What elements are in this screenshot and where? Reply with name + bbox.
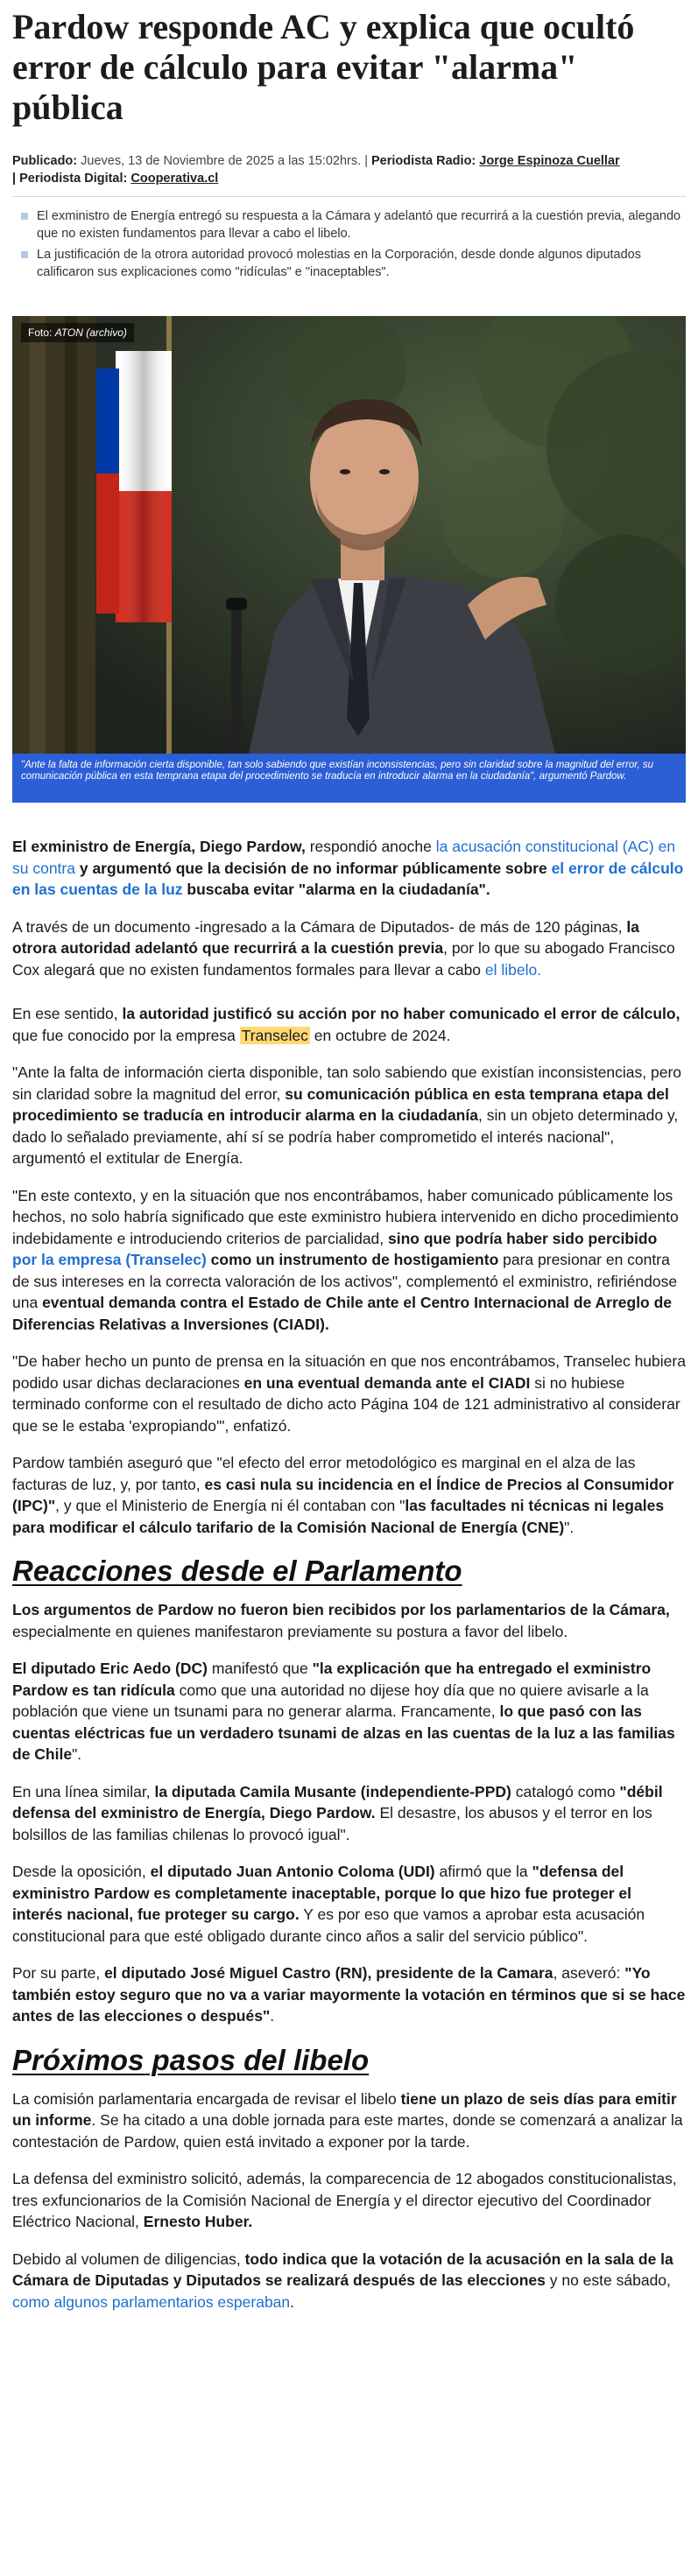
byline	[12, 152, 686, 187]
paragraph	[12, 1003, 686, 1046]
text: , sin un objeto determinado y, dado lo señalado previamente, ahí sí se podría haber comprometido el interés nacional", argumentó el extitular de Energía.	[12, 1106, 679, 1167]
bullet-square-icon	[21, 251, 28, 258]
photo-credit	[21, 323, 134, 342]
text: , aseveró:	[553, 1964, 625, 1982]
section-heading: Próximos pasos del libelo	[12, 2043, 370, 2076]
paragraph	[12, 1452, 686, 1538]
text: que fue conocido por la empresa	[12, 1026, 240, 1044]
text: catalogó como	[511, 1782, 620, 1800]
text: La defensa del exministro solicitó, además, la comparecencia de 12 abogados constitucionalistas, tres exfuncionarios de la Comisión Nacional de Energía y el director ejecutivo del Coordinador Eléctrico Nacional,	[12, 2170, 677, 2230]
text: "Ante la falta de información cierta disponible, tan solo sabiendo que existían inconsistencias, pero sin claridad sobre la magnitud del error,	[12, 1063, 682, 1103]
text-bold: como un instrumento de hostigamiento	[206, 1251, 499, 1268]
text-bold: y argumentó que	[74, 859, 208, 877]
text: Desde la oposición,	[12, 1863, 151, 1880]
text: La comisión parlamentaria encargada de revisar el libelo	[12, 2089, 401, 2108]
text: respondió anoche	[305, 838, 436, 855]
digital-journalist-link[interactable]: Cooperativa.cl	[130, 172, 219, 186]
summary-bullet-text: El exministro de Energía entregó su respuesta a la Cámara y adelantó que recurrirá a la cuestión previa, alegando que no existen fundamentos para llevar a cabo el libelo.	[37, 209, 681, 241]
text-bold: la otrora autoridad adelantó que recurrirá a la cuestión previa	[12, 917, 640, 957]
text-bold: buscaba evitar "alarma en la ciudadanía".	[182, 881, 490, 898]
text-bold: "Yo también estoy seguro que no va a variar mayormente la votación en términos que si se hace antes de las elecciones o después"	[12, 1964, 686, 2025]
digital-journalist-label: | Periodista Digital:	[12, 172, 128, 186]
paragraph	[12, 1781, 686, 1846]
text-bold: en una eventual demanda ante el CIADI	[243, 1373, 531, 1392]
error-calculo-link[interactable]: el error de cálculo en las cuentas de la luz	[12, 859, 684, 898]
text: En ese sentido,	[12, 1005, 123, 1022]
parlamentarios-link[interactable]: como algunos parlamentarios esperaban	[12, 2292, 291, 2311]
text-bold: la autoridad justificó su acción por no haber comunicado el error de cálculo,	[122, 1005, 680, 1022]
text: En una línea similar,	[12, 1782, 155, 1800]
paragraph	[12, 2088, 686, 2153]
libelo-link[interactable]: el libelo.	[484, 960, 542, 979]
summary-bullet	[12, 207, 686, 242]
text: "En este contexto, y en la situación que nos encontrábamos, haber comunicado públicamente los hechos, no solo habría significado que este exministro hubiera intervenido en dicho procedimiento indebidamente e introduciendo criterios de parcialidad,	[12, 1186, 679, 1247]
text-bold: su comunicación pública en esta temprana etapa del procedimiento se traducía en introducir alarma en la ciudadanía	[12, 1084, 669, 1124]
text: ".	[72, 1745, 82, 1763]
text-bold: "débil defensa del exministro de Energía, Diego Pardow.	[12, 1782, 663, 1821]
text: "De haber hecho un punto de prensa en la situación en que nos encontrábamos, Transelec hubiera podido usar dichas declaraciones	[12, 1352, 686, 1392]
ac-link[interactable]: la acusación constitucional (AC) en su contra	[12, 838, 676, 877]
text: Y es por eso que vamos a aprobar esta acusación constitucional para que esté obligado durante cinco años a salir del servicio público".	[12, 1906, 645, 1945]
text-bold: eventual demanda contra el Estado de Chile ante el Centro Internacional de Arreglo de Diferencias Relativas a Inversiones (CIADI).	[12, 1294, 673, 1333]
transelec-link[interactable]: por la empresa (Transelec)	[12, 1251, 207, 1268]
bullet-square-icon	[21, 213, 28, 220]
text: y no este sábado,	[545, 2271, 671, 2289]
text-bold: Los argumentos de Pardow no fueron bien recibidos por los parlamentarios de la Cámara,	[12, 1601, 670, 1618]
highlighted-term[interactable]: Transelec	[241, 1026, 308, 1044]
text: Por su parte,	[12, 1964, 105, 1982]
text-bold: el diputado José Miguel Castro (RN), presidente de la Camara	[104, 1964, 553, 1982]
paragraph	[12, 2249, 686, 2313]
paragraph	[12, 2168, 686, 2233]
radio-journalist-label: Periodista Radio:	[371, 154, 476, 168]
paragraph	[12, 1658, 686, 1765]
text: especialmente en quienes manifestaron previamente su postura a favor del libelo.	[12, 1622, 568, 1640]
radio-journalist-link[interactable]: Jorge Espinoza Cuellar	[479, 154, 620, 168]
text: Debido al volumen de diligencias,	[12, 2250, 245, 2268]
summary-bullet-text: La justificación de la otrora autoridad provocó molestias en la Corporación, desde donde algunos diputados calificaron sus explicaciones como "ridículas" e "inaceptables".	[37, 248, 641, 279]
text-bold: la decisión de no informar públicamente sobre	[207, 859, 552, 877]
text: . Se ha citado a una doble jornada para este martes, donde se comenzará a analizar la contestación de Pardow, quien está invitado a exponer por la tarde.	[12, 2111, 683, 2151]
photo-caption: "Ante la falta de información cierta disponible, tan solo sabiendo que existían inconsistencias, pero sin claridad sobre la magnitud del error, su comunicación pública en esta temprana etapa del procedimiento se traducía en introducir alarma en la ciudadanía", argumentó Pardow.	[12, 754, 686, 803]
text-bold: todo indica que la votación de la acusación en la sala de la Cámara de Diputadas y Diputados se realizará después de las elecciones	[12, 2250, 673, 2289]
text-bold: la diputada Camila Musante (independiente-PPD)	[154, 1782, 511, 1800]
text: , y que el Ministerio de Energía ni él contaban con "	[55, 1497, 405, 1514]
text: A través de un documento -ingresado a la Cámara de Diputados- de más de 120 páginas,	[12, 917, 627, 936]
text: afirmó que la	[434, 1863, 532, 1880]
text: .	[270, 2007, 275, 2025]
byline-separator: |	[364, 154, 368, 168]
photo-credit-source: ATON (archivo)	[54, 326, 127, 339]
text: si no hubiese terminado conforme con el resultado de dicho acto Página 104 de 121 administrativo al considerar que se le estaba 'expropiando'", enfatizó.	[12, 1373, 680, 1435]
paragraph	[12, 1062, 686, 1169]
paragraph	[12, 836, 686, 901]
text: Pardow también aseguró que "el efecto del error metodológico es marginal en el alza de las facturas de luz, y, por tanto,	[12, 1454, 636, 1493]
divider	[12, 196, 686, 197]
published-date: Jueves, 13 de Noviembre de 2025 a las 15:02hrs.	[81, 154, 362, 168]
photo-credit-prefix: Foto:	[28, 326, 55, 339]
paragraph	[12, 916, 686, 981]
text-bold: El diputado Eric Aedo (DC)	[12, 1660, 208, 1677]
text-bold: "la explicación que ha entregado el exministro Pardow es tan ridícula	[12, 1660, 652, 1699]
article-body	[12, 836, 686, 2313]
text-bold: El exministro de Energía, Diego Pardow,	[12, 838, 306, 855]
text: ".	[564, 1518, 575, 1536]
paragraph	[12, 1599, 686, 1642]
text-bold: es casi nula su incidencia en el Índice de Precios al Consumidor (IPC)"	[12, 1475, 674, 1514]
lead-photo-image	[12, 316, 686, 754]
summary-bullets	[12, 207, 686, 281]
paragraph	[12, 1861, 686, 1947]
section-heading: Reacciones desde el Parlamento	[12, 1555, 462, 1587]
text-bold: Ernesto Huber.	[143, 2213, 253, 2230]
text-bold: sino que podría haber sido percibido	[388, 1229, 658, 1247]
text-bold: tiene un plazo de seis días para emitir un informe	[12, 2089, 677, 2129]
text: para presionar en contra de sus intereses en la correcta valoración de los activos", complementó el exministro, refiriéndose una	[12, 1251, 678, 1311]
lead-photo[interactable]	[12, 316, 686, 754]
paragraph	[12, 1185, 686, 1336]
text: manifestó que	[207, 1660, 313, 1677]
text-bold: las facultades ni técnicas ni legales para modificar el cálculo tarifario de la Comisión Nacional de Energía (CNE)	[12, 1497, 665, 1536]
published-label: Publicado:	[12, 154, 78, 168]
text-bold: el diputado Juan Antonio Coloma (UDI)	[150, 1863, 435, 1880]
text: , por lo que su abogado Francisco Cox alegará que no existen fundamentos formales para llevar a cabo	[12, 939, 675, 979]
paragraph	[12, 1351, 686, 1436]
text: como que una autoridad no dijese hoy día que no quiere avisarle a la población que viene un tsunami para no generar alarma. Francamente,	[12, 1681, 649, 1720]
paragraph	[12, 1962, 686, 2027]
text: El desastre, los abusos y el terror en los bolsillos de las familias chilenas lo provocó igual".	[12, 1804, 652, 1843]
text-bold: "defensa del exministro Pardow es completamente inaceptable, porque lo que hizo fue proteger el interés nacional, fue proteger su cargo.	[12, 1863, 631, 1923]
text-bold: lo que pasó con las cuentas eléctricas fue un verdadero tsunami de alzas en las cuentas de la luz a las familias de Chile	[12, 1702, 675, 1763]
text: .	[290, 2292, 295, 2311]
text: en octubre de 2024.	[309, 1026, 451, 1044]
summary-bullet	[12, 246, 686, 281]
headline: Pardow responde AC y explica que ocultó error de cálculo para evitar "alarma" pública	[12, 7, 635, 127]
